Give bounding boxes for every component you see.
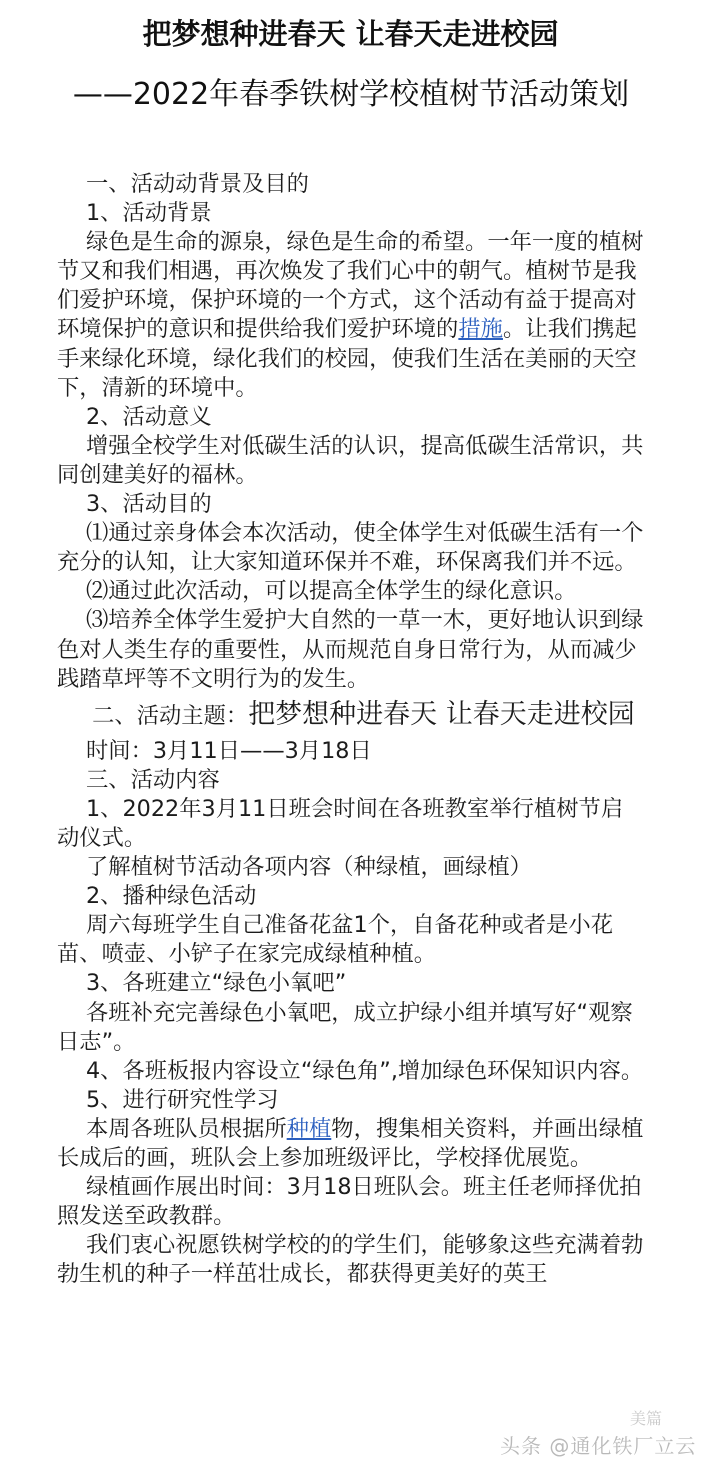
planting-link[interactable]: 种植	[286, 1115, 332, 1142]
exhibition-time: 绿植画作展出时间：3月18日班队会。班主任老师择优拍照发送至政教群。	[57, 1174, 642, 1230]
content-item-3-detail: 各班补充完善绿色小氧吧，成立护绿小组并填写好“观察日志”。	[57, 999, 633, 1055]
content-item-5-detail	[57, 1115, 645, 1173]
paragraph-background	[57, 228, 645, 403]
main-title: 把梦想种进春天 让春天走进校园	[142, 17, 559, 51]
paragraph-significance: 增强全校学生对低碳生活的认识，提高低碳生活常识，共同创建美好的福林。	[57, 432, 644, 488]
section-heading-content: 三、活动内容	[85, 766, 220, 793]
subheading-significance: 2、活动意义	[85, 403, 212, 430]
theme-text: 把梦想种进春天 让春天走进校园	[248, 698, 635, 730]
sub-title: ——2022年春季铁树学校植树节活动策划	[72, 77, 630, 112]
paragraph-text: 绿色是生命的源泉，绿色是生命的希望。一年一度的植树节又和我们相遇，再次焕发了我们心中的朝气。植树节是我们爱护环境，保护环境的一个方式，这个活动有益于提高对环境保护的意识和提供给我们爱护环境的	[57, 229, 644, 343]
meipian-watermark: 美篇	[630, 1409, 663, 1428]
closing-wish: 我们衷心祝愿铁树学校的的学生们，能够象这些充满着勃勃生机的种子一样茁壮成长，都获得更美好的英王	[57, 1232, 644, 1288]
purpose-item-3: ⑶培养全体学生爱护大自然的一草一木，更好地认识到绿色对人类生存的重要性，从而规范自身日常行为，从而减少践踏草坪等不文明行为的发生。	[57, 607, 644, 692]
document-body	[57, 170, 645, 1289]
content-item-2: 2、播种绿色活动	[85, 883, 257, 910]
section-heading-theme	[57, 698, 645, 733]
measures-link[interactable]: 措施	[458, 316, 503, 343]
theme-prefix: 二、活动主题：	[92, 702, 249, 729]
paragraph-text: 。让我们携起手来绿化环境，绿化我们的校园，使我们生活在美丽的天空下，清新的环境中。	[57, 316, 637, 401]
content-item-4: 4、各班板报内容设立“绿色角”,增加绿色环保知识内容。	[85, 1057, 644, 1084]
purpose-item-2: ⑵通过此次活动，可以提高全体学生的绿化意识。	[85, 578, 577, 605]
subheading-purpose: 3、活动目的	[85, 491, 212, 518]
subheading-background: 1、活动背景	[85, 200, 212, 227]
purpose-item-1: ⑴通过亲身体会本次活动，使全体学生对低碳生活有一个充分的认知，让大家知道环保并不难，环保离我们并不远。	[57, 520, 644, 576]
content-item-2-detail: 周六每班学生自己准备花盆1个，自备花种或者是小花苗、喷壶、小铲子在家完成绿植种植。	[57, 912, 613, 968]
content-item-1: 1、2022年3月11日班会时间在各班教室举行植树节启动仪式。	[57, 795, 624, 851]
content-item-3: 3、各班建立“绿色小氧吧”	[85, 970, 347, 997]
paragraph-text: 本周各班队员根据所	[85, 1115, 287, 1142]
content-item-5: 5、进行研究性学习	[85, 1086, 279, 1113]
paragraph-text: 物，搜集相关资料，并画出绿植长成后的画，班队会上参加班级评比，学校择优展览。	[57, 1115, 644, 1171]
time-line: 时间：3月11日——3月18日	[85, 737, 372, 764]
content-item-1-detail: 了解植树节活动各项内容（种绿植，画绿植）	[85, 854, 532, 881]
toutiao-watermark: 头条 @通化铁厂立云	[500, 1434, 697, 1458]
section-heading-1: 一、活动动背景及目的	[85, 171, 309, 197]
